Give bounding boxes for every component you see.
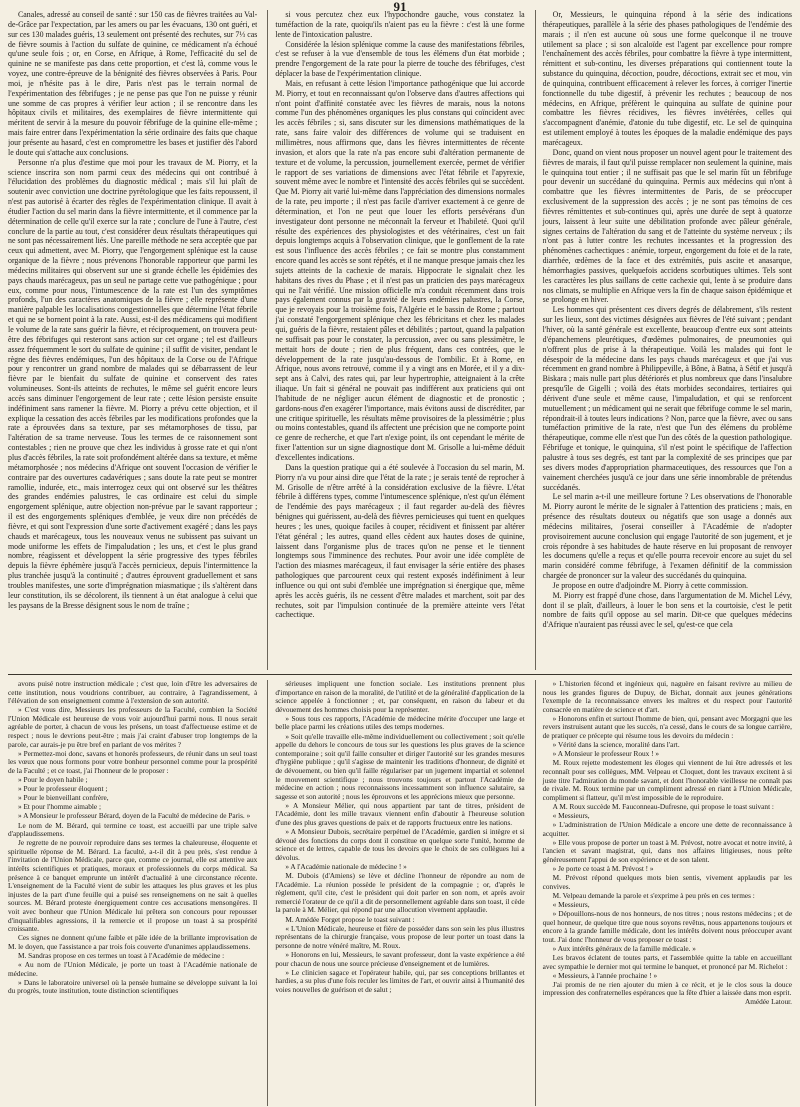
paragraph: » Dans le laboratoire universel où la pensée humaine se développe suivant la loi du progrès, toute institution, toute distinction scientifiques: [8, 977, 258, 996]
paragraph: « Au nom de l'Union Médicale, je porte un toast à l'Académie nationale de médecine.: [8, 960, 258, 978]
paragraph: « Messieurs,: [552, 899, 590, 909]
paragraph: » Pour le doyen habile ;: [18, 775, 88, 785]
paragraph: » A Monsieur Mélier, qui nous appartient par tant de titres, président de l'Académie, dont les mille travaux viennent enfin d'aboutir à l'heureuse solution d'une des plus graves questions de paix et de rapports fructueux entre les nations.: [275, 800, 525, 827]
paragraph: M. Velpeau demande la parole et s'exprime à peu près en ces termes :: [552, 890, 755, 900]
paragraph: Dans la question pratique qui a été soulevée à l'occasion du sel marin, M. Piorry n'a vu pour ainsi dire que l'état de la rate ; je serais tenté de reprocher à M. Grisolle de n'être arrêté à la considération exclusive de la fièvre. L'état fébrile à différens types, comme l'intumescence splénique, n'est qu'un élément de l'endémie des pays marécageux ; il faut regarder au-delà des fièvres bénignes qui guérissent, au-delà des fièvres pernicieuses qui tuent en quelques heures ; les unes, quoique faciles à couper, récidivent et finissent par altérer l'état général ; les autres, quand elles cèdent aux hautes doses de quinine, laissent dans l'organisme plus de traces qu'on ne pense et le tiennent longtemps sous l'imminence des rechutes. Pour avoir une idée complète de l'action des miasmes marécageux, il faut envisager la série entière des phases pathologiques que parcourent ceux qui restent exposés indéfiniment à leur influence ou qui ont subi d'emblée une imprégnation si énergique que, même après les accès guéris, ils ne cessent d'être malades et marchent, soit par des rechutes, soit par l'impulsion continuée de la première atteinte vers l'état cachectique.: [275, 462, 525, 620]
paragraph: M. Roux rejette modestement les éloges qui viennent de lui être adressés et les reconnaît pour ses collègues, MM. Velpeau et Cloquet, dont les travaux excitent à si juste titre l'admiration du monde savant, et dont l'honorable vieillesse ne connaît pas de rivale. M. Roux termine par un compliment adressé en riant à l'Union Médicale, compliment si flatteur, qu'il m'est impossible de le reproduire.: [542, 758, 792, 802]
paragraph: Personne n'a plus d'estime que moi pour les travaux de M. Piorry, et la science inscrira son nom parmi ceux des médecins qui ont contribué à l'élucidation des problèmes du diagnostic médical ; mais s'il lui plaît de soutenir avec conviction une doctrine pyrétologique que les faits repoussent, il n'est pas autorisé à écarter des règles de l'expérimentation clinique. Il avait à étudier l'action du sel marin dans la fièvre intermittente, et il commence par la détermination de celle qu'il exerce sur la rate ; conclure de l'une à l'autre, c'est conclure de la partie au tout, c'est considérer deux résultats thérapeutiques qui ne sont pas nécessairement liés. Une pareille méthode ne sera acceptée que par ceux qui admettent, avec M. Piorry, que l'engorgement splénique est la cause organique de la fièvre ; nous prévenons l'honorable rapporteur que parmi les médecins militaires qui observent sur une si grande échelle les épidémies des pays chauds marécageux, pas un seul ne partage cette vue pathogénique ; pour eux, comme pour nous, l'intumescence de la rate est l'un des symptômes profonds, l'un des caractères anatomiques de la fièvre ; elle représente d'une manière palpable les localisations congestionnelles que détermine l'état fébrile et qui ne se bornent point à la rate. Aussi, est-il des médicamens qui modifient le volume de la rate sans guérir la fièvre, et réciproquement, on trouvera peut-être des fébrifuges qui resteront sans action sur cet organe ; tel est d'ailleurs assez fréquemment le sort du sulfate de quinine ; il suffit de visiter, pendant le règne des fièvres endémiques, l'un des hôpitaux de la Corse ou de l'Afrique pour y rencontrer un grand nombre de malades qui se débarrassent de leur fièvre par le bienfait du sulfate de quinine et conservent des rates volumineuses. Sont-ils atteints de rechutes, le même sel guérit encore leurs accès sans diminuer l'engorgement de leur rate ; cette lésion persiste ensuite indéfiniment sans ramener la fièvre. M. Piorry a prévu cette objection, et il explique la cessation des accès fébriles par les modifications profondes que la rate a éprouvées dans sa texture, par ses métamorphoses de tissu, par l'altération de sa trame nerveuse. Tous les termes de ce raisonnement sont contestables ; rien ne prouve que chez les individus à grosse rate et qui n'ont plus d'accès fébriles, la rate soit profondément altérée dans sa texture, et même métamorphosée ; nos médecins d'Afrique ont souvent l'occasion de vérifier le contraire par des ouvertures cadavériques ; sans doute la rate peut se montrer ramollie, indurée, etc., mais interrogez ceux qui ont observé sur les théâtres des grandes endémies palustres, le cas ordinaire est celui du simple engorgement splénique, autre objection non-prévue par le savant rapporteur ; il est des engorgements spléniques d'emblée, je veux dire non précédés de fièvre, et qui sont l'expression d'une sorte d'activement exagéré ; dans les pays chauds et marécageux, tous les nouveaux venus ne subissent pas suivant un mode uniforme les effets de l'impaludation ; les uns, et c'est le plus grand nombre, réagissent et développent la série progressive des types fébriles depuis la fièvre éphémère jusqu'à l'accès pernicieux, depuis l'intermittence la plus tranchée jusqu'à la continuité ; d'autres éprouvent graduellement et sans troubles manifestes, une sorte d'imprégnation miasmatique ; ils s'altèrent dans leur constitution, ils se décolorent, ils tiennent à un état analogue à celui que les paysans de la Bresse désignent sous le nom de traîne ;: [8, 157, 258, 610]
paragraph: Le nom de M. Bérard, qui termine ce toast, est accueilli par une triple salve d'applaudissemens.: [8, 820, 258, 839]
paragraph: Considérée la lésion splénique comme la cause des manifestations fébriles, c'est se refuser à la vue d'ensemble de tous les élémens d'un état morbide ; prendre l'engorgement de la rate pour la pierre de touche des fébrifuges, c'est déplacer la base de l'expérimentation clinique.: [275, 39, 525, 79]
paragraph: sérieuses impliquent une fonction sociale. Les institutions prennent plus d'importance en raison de la moralité, de l'utilité et de la généralité d'application de la science appelée à fonctionner ; et, par conséquent, en raison du labeur et du dévouement des hommes choisis pour la représenter.: [275, 680, 525, 714]
paragraph: Mais, en refusant à cette lésion l'importance pathogénique que lui accorde M. Piorry, et tout en reconnaissant qu'on l'observe dans d'autres affections qui n'ont point d'affinité constatée avec les fièvres de marais, nous la notons comme l'un des phénomènes organiques les plus constans qui coïncident avec les accès fébriles ; si, sans discuter sur les dimensions mathématiques de la rate, sans faire valoir des différences de volume qui se traduisent en millimètres, nous affirmons que, dans les fièvres intermittentes de récente invasion, et alors que la rate n'a pas encore subi d'altération permanente de texture et de volume, la percussion, journellement exercée, permet de vérifier le rapport de ses variations de dimensions avec l'état fébrile et l'apyrexie, souvent même avec le nombre et l'intensité des accès fébriles qui se succèdent. Que M. Piorry ait varié lui-même dans l'appréciation des dimensions normales de la rate, peu importe ; il n'est pas facile d'arriver exactement à ce genre de détermination, et l'on ne peut que louer les efforts persévérans d'un investigateur dont personne ne méconnaît la ferveur et l'habileté. Quoi qu'il résulte des expériences des physiologistes et des vétérinaires, c'est un fait depuis longtemps acquis à l'observation clinique, que le gonflement de la rate est sous l'influence des accès fébriles ; ce fait se montre plus constamment encore quand les accès se sont répétés, et il ne manque presque jamais chez les sujets atteints de la cachexie de marais. Hippocrate le signalait chez les habitans des rives du Phase ; et il n'est pas un praticien des pays marécageux qui ne l'ait vérifié. Une mission officielle m'a conduit récemment dans trois pays également connus par la gravité de leurs endémies palustres, la Corse, que je revoyais pour la troisième fois, l'Algérie et le bassin de Rome ; partout j'ai constaté l'engorgement splénique chez les fébricitans et chez les malades qui, guéris de la fièvre, restaient pâles et débilités ; partout, quand la palpation ne suffisait pas pour le constater, la percussion, avec ou sans plessimètre, le mettait hors de doute ; rien de plus fréquent, dans ces contrées, que le développement de la rate jusqu'au-dessous de l'ombilic. Et à Rome, en Afrique, nous avons retrouvé, comme il y a vingt ans en Morée, et il y a dix-sept ans à Calvi, des rates qui, par leur hypertrophie, atteignaient à la crête iliaque. Un fait si général ne pouvait pas indifférent aux praticiens qui ont l'habitude de ne négliger aucun élément de diagnostic et de pronostic ; gardons-nous d'en exagérer l'importance, mais évitons aussi de discréditer, par une critique spirituelle, les résultats même provisoires de la plessimétrie ; plus ou moins contestables, quand ils affectent une précision que ne comporte point ce genre de recherche, et que l'art n'exige point, ils ont cependant le mérite de fixer l'attention sur un signe diagnostique dont M. Grisolle a lui-même déduit d'excellentes indications.: [275, 78, 525, 462]
paragraph: » L'administration de l'Union Médicale a encore une dette de reconnaissance à acquitter.: [542, 820, 792, 838]
paragraph: » Permettez-moi donc, savans et honorés professeurs, de réunir dans un seul toast les vœux que nous formons pour votre bonheur personnel comme pour la prospérité de la Faculté ; et ce toast, j'ai l'honneur de le proposer :: [8, 748, 258, 775]
paragraph: Ces signes ne donnent qu'une faible et pâle idée de la brillante improvisation de M. le doyen, que l'assistance a par trois fois couverte d'unanimes applaudissemens.: [8, 933, 258, 951]
paragraph: Je propose en outre d'adjoindre M. Piorry à cette commission.: [552, 580, 749, 590]
paragraph: Le sel marin a-t-il une meilleure fortune ? Les observations de l'honorable M. Piorry auront le mérite de le signaler à l'attention des praticiens ; mais, en présence des résultats douteux ou négatifs que son usage a donnés aux médecins militaires, j'oserai conseiller à l'Académie de n'adopter provisoirement aucune conclusion qui engage l'autorité de son jugement, et je crois répondre à ses habitudes de haute réserve en lui proposant de renvoyer les documens qu'elle a reçus et qu'elle pourra recevoir encore au sujet du sel marin considéré comme fébrifuge, à l'examen définitif de la commission chargée de prononcer sur la valeur des succédanés du quinquina.: [542, 492, 792, 581]
paragraph: » Le clinicien sagace et l'opérateur habile, qui, par ses conceptions brillantes et hardies, a su plus d'une fois reculer les limites de l'art, et ouvrir ainsi à l'humanité des voies nouvelles de guérison et de salut ;: [275, 967, 525, 994]
paragraph: » Sous tous ces rapports, l'Académie de médecine mérite d'occuper une large et belle place parmi les créations utiles des temps modernes.: [275, 713, 525, 732]
paragraph: Donc, quand on vient nous proposer un nouvel agent pour le traitement des fièvres de marais, il faut qu'il puisse remplacer non seulement la quinine, mais le quinquina tout entier ; il ne suffisait pas que le sel marin fût un fébrifuge pour devenir un succédané du quinquina. Permis aux médecins qui n'ont à combattre que les fièvres intermittentes de Paris, de se préoccuper exclusivement de la suppression des accès ; je ne sont pas témoins de ces fièvres rémittentes et sub-continues qui, après une durée de sept à quatorze jours, laissent à leur suite une débilitation profonde avec pâleur générale, signes certains de l'altération du sang et de l'atteinte du système nerveux ; ils n'ont pas à lutter contre les rechutes incessantes et la progression des phénomènes cachectiques : anémie, torpeur, engorgement du foie et de la rate, diarrhée, œdèmes de la face et des extrémités, puis ascite et anasarque, hémorrhagies passives, quelquefois accidens scorbutiques ultimes. Tels sont les caractères les plus saillans de cette cachexie qui, lente à se produire dans nos climats, se multiplie en Afrique vers la fin de chaque saison épidémique et se prolonge en hiver.: [542, 147, 792, 305]
paragraph: » Et pour l'homme aimable ;: [18, 802, 101, 812]
paragraph: » L'historien fécond et ingénieux qui, naguère en faisant revivre au milieu de nous les grandes figures de Dupuy, de Bichat, donnait aux jeunes générations l'exemple de la reconnaissance envers les maîtres et du respect pour l'autorité consacrée en matière de science et d'art.: [542, 680, 792, 714]
paragraph: » Elle vous propose de porter un toast à M. Prévost, notre avocat et notre invité, à l'ancien et savant magistrat, qui, dans nos affaires litigieuses, nous prête généreusement l'appui de son expérience et de son talent.: [542, 837, 792, 864]
paragraph: » C'est vous dire, Messieurs les professeurs de la Faculté, combien la Société l'Union Médicale est heureuse de vous voir aujourd'hui parmi nous. Il nous serait agréable de porter, à chacun de vous les présens, un toast d'affectueuse estime et de respect ; nous le devrions peut-être ; mais j'ai craint d'abuser trop longtemps de la parole, car aurais-je pu être bref en parlant de vos mérites ?: [8, 705, 258, 749]
paragraph: » A l'Académie nationale de médecine ! »: [285, 861, 407, 871]
paragraph: M. Amédée Forget propose le toast suivant :: [285, 914, 415, 924]
paragraph: Canales, adressé au conseil de santé : sur 150 cas de fièvres traitées au Val-de-Grâce par l'expectation, par les amers ou par les évacuans, 130 ont guéri, et sur ces 130 malades guéris, 13 seulement ont présenté des rechutes, sur 7⅓ cas de fièvre soumis à l'action du sulfate de quinine, ce médicament n'a échoué qu'une seule fois ; or, en Corse, en Afrique, à Rome, l'efficacité du sel de quinine ne se manifeste pas dans cette proportion, et c'est là, comme vous le voyez, une contre-épreuve de la bénignité des fièvres observées à Paris. Pour moi, je n'hésite pas à le dire, Paris n'est pas le terrain normal de l'expérimentation des fébrifuges ; je ne pense pas que l'on ne puisse y réunir une somme de cas propres à vérifier leur action ; il se rencontre dans les hôpitaux civils et militaires, des exemplaires de fièvre intermittente qui méritent de servir à la mesure du pouvoir fébrifuge de la quinine elle-même ; mais faire entrer dans l'expérimentation la série ordinaire des faits que chaque jour présente au hasard, c'est en compromettre les bases et justifier dès l'abord le doute qui s'attache aux conclusions.: [8, 10, 258, 157]
paragraph: M. Prévost répond quelques mots bien sentis, vivement applaudis par les convives.: [542, 873, 792, 891]
paragraph: Les hommes qui présentent ces divers degrés de délabrement, s'ils restent sur les lieux, sont des victimes désignées aux fièvres de l'été suivant ; pendant l'hiver, où la santé générale est excellente, beaucoup d'entre eux sont atteints d'épanchemens pleurétiques, d'œdèmes pulmonaires, de pneumonies qui n'offrent plus de prise à la thérapeutique. Voilà les malades qui font le désespoir de la médecine dans les pays chauds marécageux et que j'ai vus récemment en grand nombre à Philippeville, à Bône, à Batna, à Sétif et jusqu'à Biskara ; mais nulle part plus détériorés et plus nombreux que dans l'insalubre presqu'île de Gigelli ; voilà des états morbides secondaires, tertiaires qui dérivent d'une seule et même cause, l'impaludation, et qui se renforcent mutuellement ; un médicament qui ne serait que fébrifuge comme le sel marin, répondrait-il à toutes leurs indications ? Non, parce que la fièvre, avec ou sans tuméfaction primitive de la rate, n'est que l'un des élémens du problème thérapeutique, comme elle n'est que l'un des côtés de la question pathologique. Fébrifuge et tonique, le quinquina, s'il n'est point le spécifique de l'affection palustre à tous ses degrés, est tant par la complexité de ses principes que par ses divers modes d'appropriation pharmaceutiques, des ressources que l'on a vainement cherchées jusqu'à ce jour dans une série innombrable de prétendus succédanés.: [542, 305, 792, 492]
paragraph: » A Monsieur le professeur Roux ! »: [552, 749, 660, 759]
lower-column-3: [535, 680, 792, 1106]
paragraph: » Pour le professeur éloquent ;: [18, 784, 108, 794]
paragraph: « L'Union Médicale, heureuse et fière de posséder dans son sein les plus illustres représentans de la chirurgie française, vous propose de leur porter un toast dans la personne de notre vénéré maître, M. Roux.: [275, 923, 525, 950]
paragraph: Je regrette de ne pouvoir reproduire dans ses termes la chaleureuse, éloquente et spirituelle réponse de M. Bérard. La faculté, a-t-il dit à peu près, s'est rendue à l'invitation de l'Union Médicale, parce que, comme ce journal, elle est attentive aux intérêts scientifiques et pratiques, moraux et professionnels du corps médical. Sa présence à ce banquet emprunte un intérêt d'actualité à une circonstance récente. L'enseignement de la Faculté vient de subir les attaques les plus graves et les plus injustes de la part d'une feuille qui a puisé ses renseignemens on ne sait à quelles sources. M. Bérard proteste énergiquement contre ces accusations mensongères. Il voit avec bonheur que l'Union Médicale lui prêtera son concours pour repousser d'inqualifiables agressions, il la remercie et il propose un toast à sa prospérité croissante.: [8, 838, 258, 934]
paragraph: « Messieurs, à l'année prochaine ! »: [552, 970, 658, 980]
paragraph: M. Piorry est frappé d'une chose, dans l'argumentation de M. Michel Lévy, dont il se plaît, d'ailleurs, à louer le bon sens et la courtoisie, c'est le petit nombre de faits qu'il oppose au sel marin. Dit-ce que quelques médecins d'Afrique n'auraient pas réussi avec le sel, qu'est-ce que cela: [542, 590, 792, 630]
paragraph: avons puisé notre instruction médicale ; c'est que, loin d'être les adversaires de cette institution, nous voudrions contribuer, au contraire, à l'agrandissement, à l'élévation de son enseignement comme à l'extension de son autorité.: [8, 680, 258, 706]
upper-section: [0, 10, 800, 670]
paragraph: » Aux intérêts généraux de la famille médicale. »: [552, 943, 696, 953]
lower-section: [0, 680, 800, 1106]
upper-column-2: [267, 10, 524, 670]
paragraph: M. Sandras propose en ces termes un toast à l'Académie de médecine :: [18, 950, 225, 960]
page-number: 91: [393, 0, 407, 14]
paragraph: A M. Roux succède M. Fauconneau-Dufresne, qui propose le toast suivant :: [552, 801, 774, 811]
paragraph: Les bravos éclatent de toutes parts, et l'assemblée quitte la table en accueillant avec sympathie le dernier mot qui termine le banquet, et prononcé par M. Richelot :: [542, 952, 792, 971]
lower-column-2: [267, 680, 524, 1106]
paragraph: » Honorons en lui, Messieurs, le savant professeur, dont la vaste expérience a été pour chacun de nous une source précieuse d'enseignement et de lumières.: [275, 949, 525, 968]
paragraph: M. Dubois (d'Amiens) se lève et décline l'honneur de répondre au nom de l'Académie. La réunion possède le président de la compagnie ; or, d'après le règlement, qu'il cite, c'est le président qui doit parler en son nom, et après avoir remercié l'orateur de ce qu'il a dit de personnellement agréable dans son toast, il cède la parole à M. Mélier, qui répond par une allocution vivement applaudie.: [275, 871, 525, 915]
paragraph: » Je porte ce toast à M. Prévost ! »: [552, 863, 654, 873]
paragraph: Or, Messieurs, le quinquina répond à la série des indications thérapeutiques, parallèle à la série des phases pathologiques de l'endémie des marais ; il n'en est aucune où sous une forme quelconque il ne trouve utilement sa place ; si son alcaloïde est l'agent par excellence pour rompre l'enchaînement des accès fébriles, pour combattre la fièvre à type intermittent, rémittent et sub-continu, les diverses préparations qui contiennent toute la substance du quinquina, décoction, poudre, décoctions, extrait sec et mou, vin de quinquina, contribuent efficacement à relever les forces, à corriger l'inertie fonctionnelle du tube digestif, à prévenir les rechutes ; beaucoup de nos médecins, en Afrique, préfèrent le quinquina au sulfate de quinine pour combattre les fièvres récidives, les fièvres invétérées, celles qui s'accompagnent d'anémie, d'atonie du tube digestif, etc. Le sel de quinquina est utilement employé à toutes les époques de la maladie endémique des pays marécageux.: [542, 10, 792, 147]
section-divider: [8, 674, 792, 675]
paragraph: » A Monsieur Dubois, secrétaire perpétuel de l'Académie, gardien si intègre et si dévoué des fonctions du corps dont il constitue en quelque sorte l'unité, homme de science et de lettres, capable de tous les devoirs que le choix de ses collègues lui a dévolus.: [275, 827, 525, 862]
paragraph: « Messieurs,: [552, 810, 590, 820]
paragraph: » A Monsieur le professeur Bérard, doyen de la Faculté de médecine de Paris. »: [18, 811, 251, 821]
signature: Amédée Latour.: [744, 997, 792, 1007]
paragraph: » Pour le bienveillant confrère,: [18, 793, 109, 803]
paragraph: » Vérité dans la science, moralité dans l'art.: [552, 740, 680, 750]
paragraph: » Dépouillons-nous de nos honneurs, de nos titres ; nous restons médecins ; et de quel honneur, de quelque titre que nous soyons revêtus, nous appartenons toujours et encore à la grande famille médicale, dont les intérêts doivent nous préoccuper avant tout. J'ai donc l'honneur de vous proposer ce toast :: [542, 908, 792, 944]
paragraph: si vous percutez chez eux l'hypochondre gauche, vous constatez la tuméfaction de la rate, quoiqu'ils n'aient pas eu la fièvre : c'est là une forme lente de l'intoxication palustre.: [275, 10, 525, 39]
paragraph: J'ai promis de ne rien ajouter du mien à ce récit, et je le clos sous la douce impression des confraternelles espérances que la fête d'hier a laissée dans mon esprit.: [542, 979, 792, 998]
upper-column-1: [8, 10, 257, 670]
lower-column-1: [8, 680, 257, 1106]
paragraph: » Honorons enfin et surtout l'homme de bien, qui, pensant avec Morgagni que les revers instruisent autant que les succès, n'a cessé, dans le cours de sa longue carrière, de pratiquer ce précepte qui résume tous les devoirs du médecin :: [542, 713, 792, 741]
upper-column-3: [535, 10, 792, 670]
paragraph: » Soit qu'elle travaille elle-même individuellement ou collectivement ; soit qu'elle appelle du dehors le concours de tous sur les questions les plus graves de la science contemporaine ; soit qu'il faille consulter et diriger l'autorité sur les grandes mesures d'hygiène publique ; qu'il s'agisse de maintenir les traditions d'honneur, de dignité et de dévouement, ou bien qu'il faille régulariser par un jugement impartial et solennel le mouvement scientifique ; nous trouvons toujours et partout l'Académie de médecine en action ; nous reconnaissons incessamment son influence salutaire, sa sagesse et son autorité ; nous les éprouvons et les apprécions mieux que personne.: [275, 731, 525, 801]
